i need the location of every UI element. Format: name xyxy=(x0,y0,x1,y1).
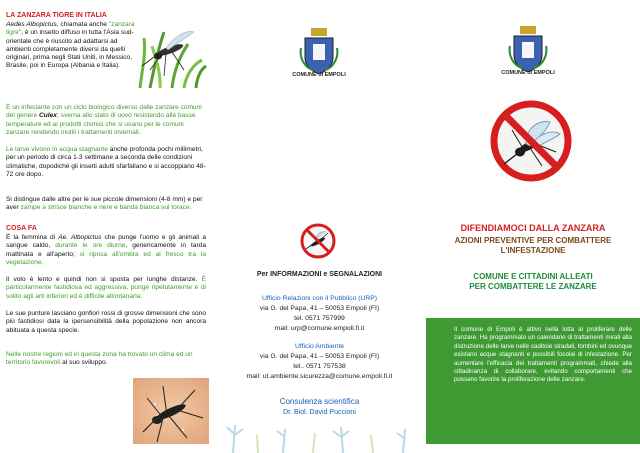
daytime-highlight: durante le ore diurne xyxy=(55,242,126,250)
alliance-title-line-1: COMUNE E CITTADINI ALLEATI xyxy=(473,272,593,281)
aggressive-highlight: È particolarmente fastidiosa ed aggressiva, punge ripetutamente e di solito agli arti inferiori ed è difficile allontanarla. xyxy=(6,276,206,300)
larvae-paragraph xyxy=(6,146,206,179)
environment-phone[interactable]: tel.. 0571 757538 xyxy=(293,363,346,370)
info-box-text: Il comune di Empoli è attivo nella lotta al proliferare delle zanzare. Ha programmato un calendario di trattamenti mirati alla distruzione delle larve nelle caditoie stradali, tombini ed ovunque esistano acque stagnanti e possibili focolai di infestazione. Per aumentare l'efficacia dei trattamenti programmati, chiede alla cittadinanza di collaborare, evitando comportamenti che possano favorire la proliferazione delle zanzare. xyxy=(454,326,632,384)
comune-crest xyxy=(299,28,339,74)
description-paragraph xyxy=(6,196,206,213)
crest-caption: COMUNE di EMPOLI xyxy=(292,72,346,78)
intro-text-b: , è un insetto diffuso in tutta l'Asia sud-orientale che è riuscito ad adattarsi ad ambienti completamente diversi da quelli originari, prima negli Stati Uniti, in Messico, Brasile, poi in Europa (Albania e Italia). xyxy=(6,29,134,70)
left-panel xyxy=(0,0,213,453)
urp-email[interactable]: mail: urp@comune.empoli.fi.it xyxy=(274,325,365,332)
info-title: Per INFORMAZIONI e SEGNALAZIONI xyxy=(256,271,383,278)
rest-highlight: si riposa all'ombra ed al fresco tra la vegetazione. xyxy=(6,250,206,266)
environment-address: via G. del Papa, 41 – 50053 Empoli (FI) xyxy=(259,353,380,360)
middle-panel xyxy=(213,0,426,453)
flight-paragraph xyxy=(6,276,206,301)
larvae-text: anche profonda pochi millimetri, per un periodo di circa 1-3 settimane a seconda delle condizioni climatiche, dopodiché gli insetti adulti sfarfallano e si accoppiano 48-72 ore dopo. xyxy=(6,146,206,178)
no-mosquito-icon xyxy=(300,223,336,259)
culex-genus: Culex xyxy=(39,112,57,120)
scientific-consultant-name: Dr. Biol. David Puccioni xyxy=(283,409,356,416)
larvae-highlight: Le larve vivono in acqua stagnante xyxy=(6,146,108,153)
intro-paragraph xyxy=(6,21,138,71)
tiger-mosquito-quote: "zanzara tigre" xyxy=(6,21,135,37)
tiger-mosquito-photo xyxy=(133,378,209,444)
behavior-paragraph xyxy=(6,234,206,267)
urp-title: Ufficio Relazioni con il Pubblico (URP) xyxy=(261,295,378,302)
flight-text: Il volo è lento e quindi non si sposta per lunghe distanze. xyxy=(6,276,202,283)
bites-paragraph: Le sue punture lasciano gonfiori rossi di grosse dimensioni che sono più fastidiosi data la ipersensibilità della popolazione non ancora abituata a questa specie. xyxy=(6,310,206,334)
mosquito-grass-illustration xyxy=(136,20,208,88)
lifecycle-paragraph xyxy=(6,104,206,137)
urp-phone[interactable]: tel. 0571 757999 xyxy=(294,315,345,322)
grass-decoration xyxy=(213,385,426,453)
no-mosquito-sign xyxy=(490,100,572,182)
main-title: DIFENDIAMOCI DALLA ZANZARA xyxy=(460,223,606,233)
section-title-what-it-does: COSA FA xyxy=(6,225,37,232)
subtitle-line-1: AZIONI PREVENTIVE PER COMBATTERE xyxy=(454,236,612,245)
description-text: Si distingue dalle altre per le sue piccole dimensioni (4-8 mm) e per aver xyxy=(6,196,203,212)
species-abbrev: Ae. Albopictus xyxy=(58,234,102,241)
climate-paragraph xyxy=(6,351,206,368)
stripes-highlight: zampe a strisce bianche e nere e banda bianca sul torace. xyxy=(20,204,192,212)
lifecycle-text-b: ; sverna allo stato di uovo resistendo alle basse temperature ed ai prodotti chimici che si usano per le comuni zanzare rendendo inutili i trattamenti invernali. xyxy=(6,112,196,136)
scientific-consulting-title: Consulenza scientifica xyxy=(279,397,360,406)
crest-caption-right: COMUNE di EMPOLI xyxy=(501,70,555,76)
lifecycle-text-a: È un infestante con un ciclo biologico diverso dalle zanzare comuni del genere xyxy=(6,104,202,120)
environment-email[interactable]: mail: ut.ambiente.sicurezza@comune.empoli.fi.it xyxy=(246,373,393,380)
environment-office-title: Ufficio Ambiente xyxy=(295,343,344,350)
section-title-tiger-mosquito: LA ZANZARA TIGRE IN ITALIA xyxy=(6,12,107,19)
climate-text: al suo sviluppo. xyxy=(60,359,108,367)
comune-crest-right xyxy=(508,26,548,72)
behavior-text-b: che punge l'uomo e gli animali a sangue caldo, xyxy=(6,234,206,250)
behavior-text-c: , genericamente in tarda mattinata e all'aperto; xyxy=(6,242,206,258)
behavior-text-a: È la femmina di xyxy=(6,234,59,241)
subtitle-line-2: L'INFESTAZIONE xyxy=(500,246,566,255)
climate-highlight: Nelle nostre regioni ed in questa zona ha trovato un clima ed un territorio favorevoli xyxy=(6,351,193,367)
species-name: Aedes Albopictus xyxy=(6,21,57,28)
info-green-box xyxy=(426,318,640,444)
alliance-title-line-2: PER COMBATTERE LE ZANZARE xyxy=(469,282,597,291)
intro-text-a: , chiamata anche xyxy=(56,21,107,28)
urp-address: via G. del Papa, 41 – 50053 Empoli (FI) xyxy=(259,305,380,312)
